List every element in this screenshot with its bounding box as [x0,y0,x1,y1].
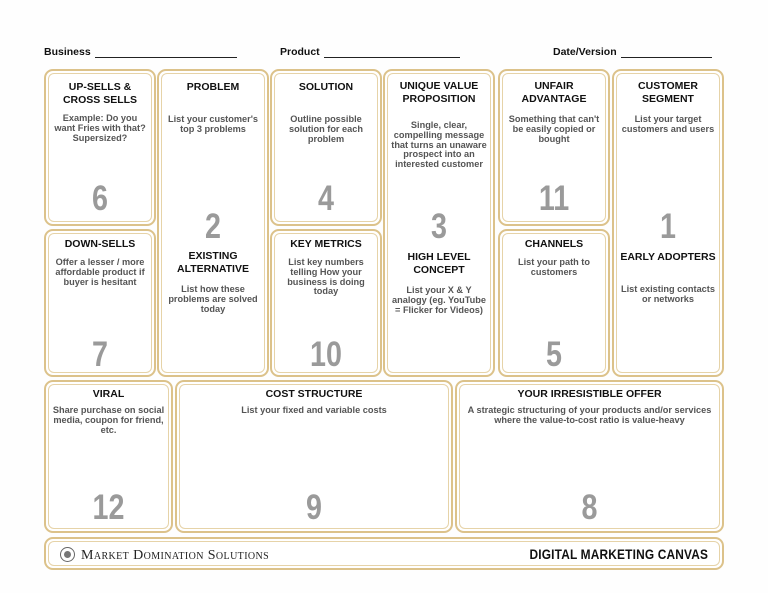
problem-number: 2 [205,207,221,246]
customer-segment-desc: List your target customers and users [621,114,715,134]
solution-number: 4 [318,179,334,218]
channels-block [498,229,610,377]
solution-block [270,69,382,226]
viral-number: 12 [92,488,125,527]
viral-title: VIRAL [92,388,125,400]
business-field [44,46,237,58]
cost-structure-desc: List your fixed and variable costs [241,405,387,415]
date-version-field [553,46,712,58]
customer-segment-block [612,69,724,377]
unfair-advantage-number: 11 [538,179,570,218]
brand-name: Market Domination Solutions [81,548,270,563]
key-metrics-desc: List key numbers telling How your business is doing today [287,257,365,297]
uvp-title: UNIQUE VALUE PROPOSITION [399,80,479,105]
early-adopters-title: EARLY ADOPTERS [620,251,716,263]
customer-segment-number: 1 [660,207,676,246]
solution-desc: Outline possible solution for each problem [288,114,364,144]
downsells-block [44,229,156,377]
canvas-title: DIGITAL MARKETING CANVAS [529,546,708,562]
high-level-concept-title: HIGH LEVEL CONCEPT [407,251,471,276]
date-version-blank[interactable] [621,47,712,58]
existing-alternative-title: EXISTING ALTERNATIVE [177,250,249,275]
footer-bar [44,537,724,570]
downsells-number: 7 [92,335,108,374]
unfair-advantage-desc: Something that can't be easily copied or bought [508,114,600,144]
early-adopters-desc: List existing contacts or networks [621,284,715,304]
channels-title: CHANNELS [524,238,584,250]
customer-segment-title: CUSTOMER SEGMENT [638,80,698,105]
upsells-desc: Example: Do you want Fries with that? Supersized? [54,113,146,143]
uvp-number: 3 [431,207,447,246]
irresistible-offer-desc: A strategic structuring of your products and/or services where the value-to-cost ratio is value-heavy [467,405,712,425]
cost-structure-title: COST STRUCTURE [265,388,363,400]
irresistible-offer-number: 8 [581,488,598,527]
upsells-title: UP-SELLS & CROSS SELLS [62,81,138,106]
irresistible-offer-block [455,380,724,533]
business-blank[interactable] [95,47,237,58]
uvp-block [383,69,495,377]
unfair-advantage-title: UNFAIR ADVANTAGE [521,80,587,105]
cost-structure-number: 9 [306,488,322,527]
irresistible-offer-title: YOUR IRRESISTIBLE OFFER [517,388,662,400]
channels-number: 5 [546,335,562,374]
key-metrics-title: KEY METRICS [290,238,362,250]
problem-title: PROBLEM [186,81,240,93]
channels-desc: List your path to customers [518,257,590,277]
unfair-advantage-block [498,69,610,226]
seal-icon [60,547,75,562]
viral-desc: Share purchase on social media, coupon for friend, etc. [52,405,165,435]
downsells-title: DOWN-SELLS [64,238,136,250]
business-label: Business [44,46,91,58]
downsells-desc: Offer a lesser / more affordable product if buyer is hesitant [55,257,145,287]
cost-structure-block [175,380,453,533]
product-label: Product [280,46,320,58]
existing-alternative-desc: List how these problems are solved today [168,284,258,314]
brand-logo [60,547,269,564]
problem-desc: List your customer's top 3 problems [168,114,258,134]
uvp-desc: Single, clear, compelling message that turns an unaware prospect into an interested customer [391,120,487,170]
key-metrics-number: 10 [310,335,342,374]
solution-title: SOLUTION [298,81,354,93]
problem-block [157,69,269,377]
product-field [280,46,460,58]
upsells-block [44,69,156,226]
viral-block [44,380,173,533]
product-blank[interactable] [324,47,460,58]
date-version-label: Date/Version [553,46,617,58]
upsells-number: 6 [92,179,108,218]
high-level-concept-desc: List your X & Y analogy (eg. YouTube = Flicker for Videos) [392,285,486,315]
key-metrics-block [270,229,382,377]
